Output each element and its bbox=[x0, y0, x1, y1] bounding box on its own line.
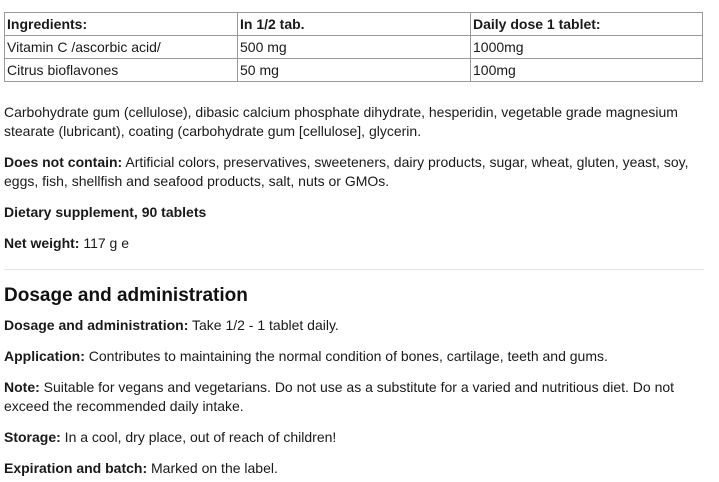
composition-text: Carbohydrate gum (cellulose), dibasic calcium phosphate dihydrate, hesperidin, vegetable grade magnesium stearate (lubricant), coating (carbohydrate gum [cellulose], glycerin. bbox=[4, 104, 678, 139]
dosage-label: Dosage and administration: bbox=[4, 317, 189, 333]
ingredient-daily-dose: 1000mg bbox=[471, 36, 703, 59]
storage-label: Storage: bbox=[4, 429, 61, 445]
dosage-text: Take 1/2 - 1 tablet daily. bbox=[188, 317, 339, 333]
application bbox=[4, 347, 704, 366]
table-row bbox=[5, 59, 703, 82]
application-text: Contributes to maintaining the normal condition of bones, cartilage, teeth and gums. bbox=[84, 348, 608, 364]
net-weight-value: 117 g e bbox=[79, 235, 130, 251]
ingredient-half-tab: 500 mg bbox=[238, 36, 471, 59]
product-info bbox=[4, 12, 704, 478]
expiration bbox=[4, 459, 704, 478]
supplement-text: Dietary supplement, 90 tablets bbox=[4, 204, 207, 220]
section-divider bbox=[4, 269, 704, 270]
storage-text: In a cool, dry place, out of reach of children! bbox=[60, 429, 337, 445]
does-not-contain-text: Artificial colors, preservatives, sweeteners, dairy products, sugar, wheat, gluten, yeast, soy, eggs, fish, shellfish and seafood products, salt, nuts or GMOs. bbox=[4, 154, 689, 189]
does-not-contain bbox=[4, 153, 704, 191]
expiration-label: Expiration and batch: bbox=[4, 460, 148, 476]
header-daily-dose: Daily dose 1 tablet: bbox=[471, 13, 703, 36]
expiration-text: Marked on the label. bbox=[147, 460, 278, 476]
ingredient-name: Vitamin C /ascorbic acid/ bbox=[5, 36, 238, 59]
ingredients-table bbox=[4, 12, 703, 82]
table-header-row bbox=[5, 13, 703, 36]
storage bbox=[4, 428, 704, 447]
header-half-tab: In 1/2 tab. bbox=[238, 13, 471, 36]
ingredient-half-tab: 50 mg bbox=[238, 59, 471, 82]
table-row bbox=[5, 36, 703, 59]
application-label: Application: bbox=[4, 348, 85, 364]
note-label: Note: bbox=[4, 379, 40, 395]
header-ingredients: Ingredients: bbox=[5, 13, 238, 36]
net-weight bbox=[4, 234, 704, 253]
dosage bbox=[4, 316, 704, 335]
note-text: Suitable for vegans and vegetarians. Do not use as a substitute for a varied and nutritious diet. Do not exceed the recommended daily intake. bbox=[4, 379, 675, 414]
ingredient-daily-dose: 100mg bbox=[471, 59, 703, 82]
note bbox=[4, 378, 704, 416]
net-weight-label: Net weight: bbox=[4, 235, 80, 251]
does-not-contain-label: Does not contain: bbox=[4, 154, 123, 170]
ingredient-name: Citrus bioflavones bbox=[5, 59, 238, 82]
section-title: Dosage and administration bbox=[4, 285, 248, 306]
